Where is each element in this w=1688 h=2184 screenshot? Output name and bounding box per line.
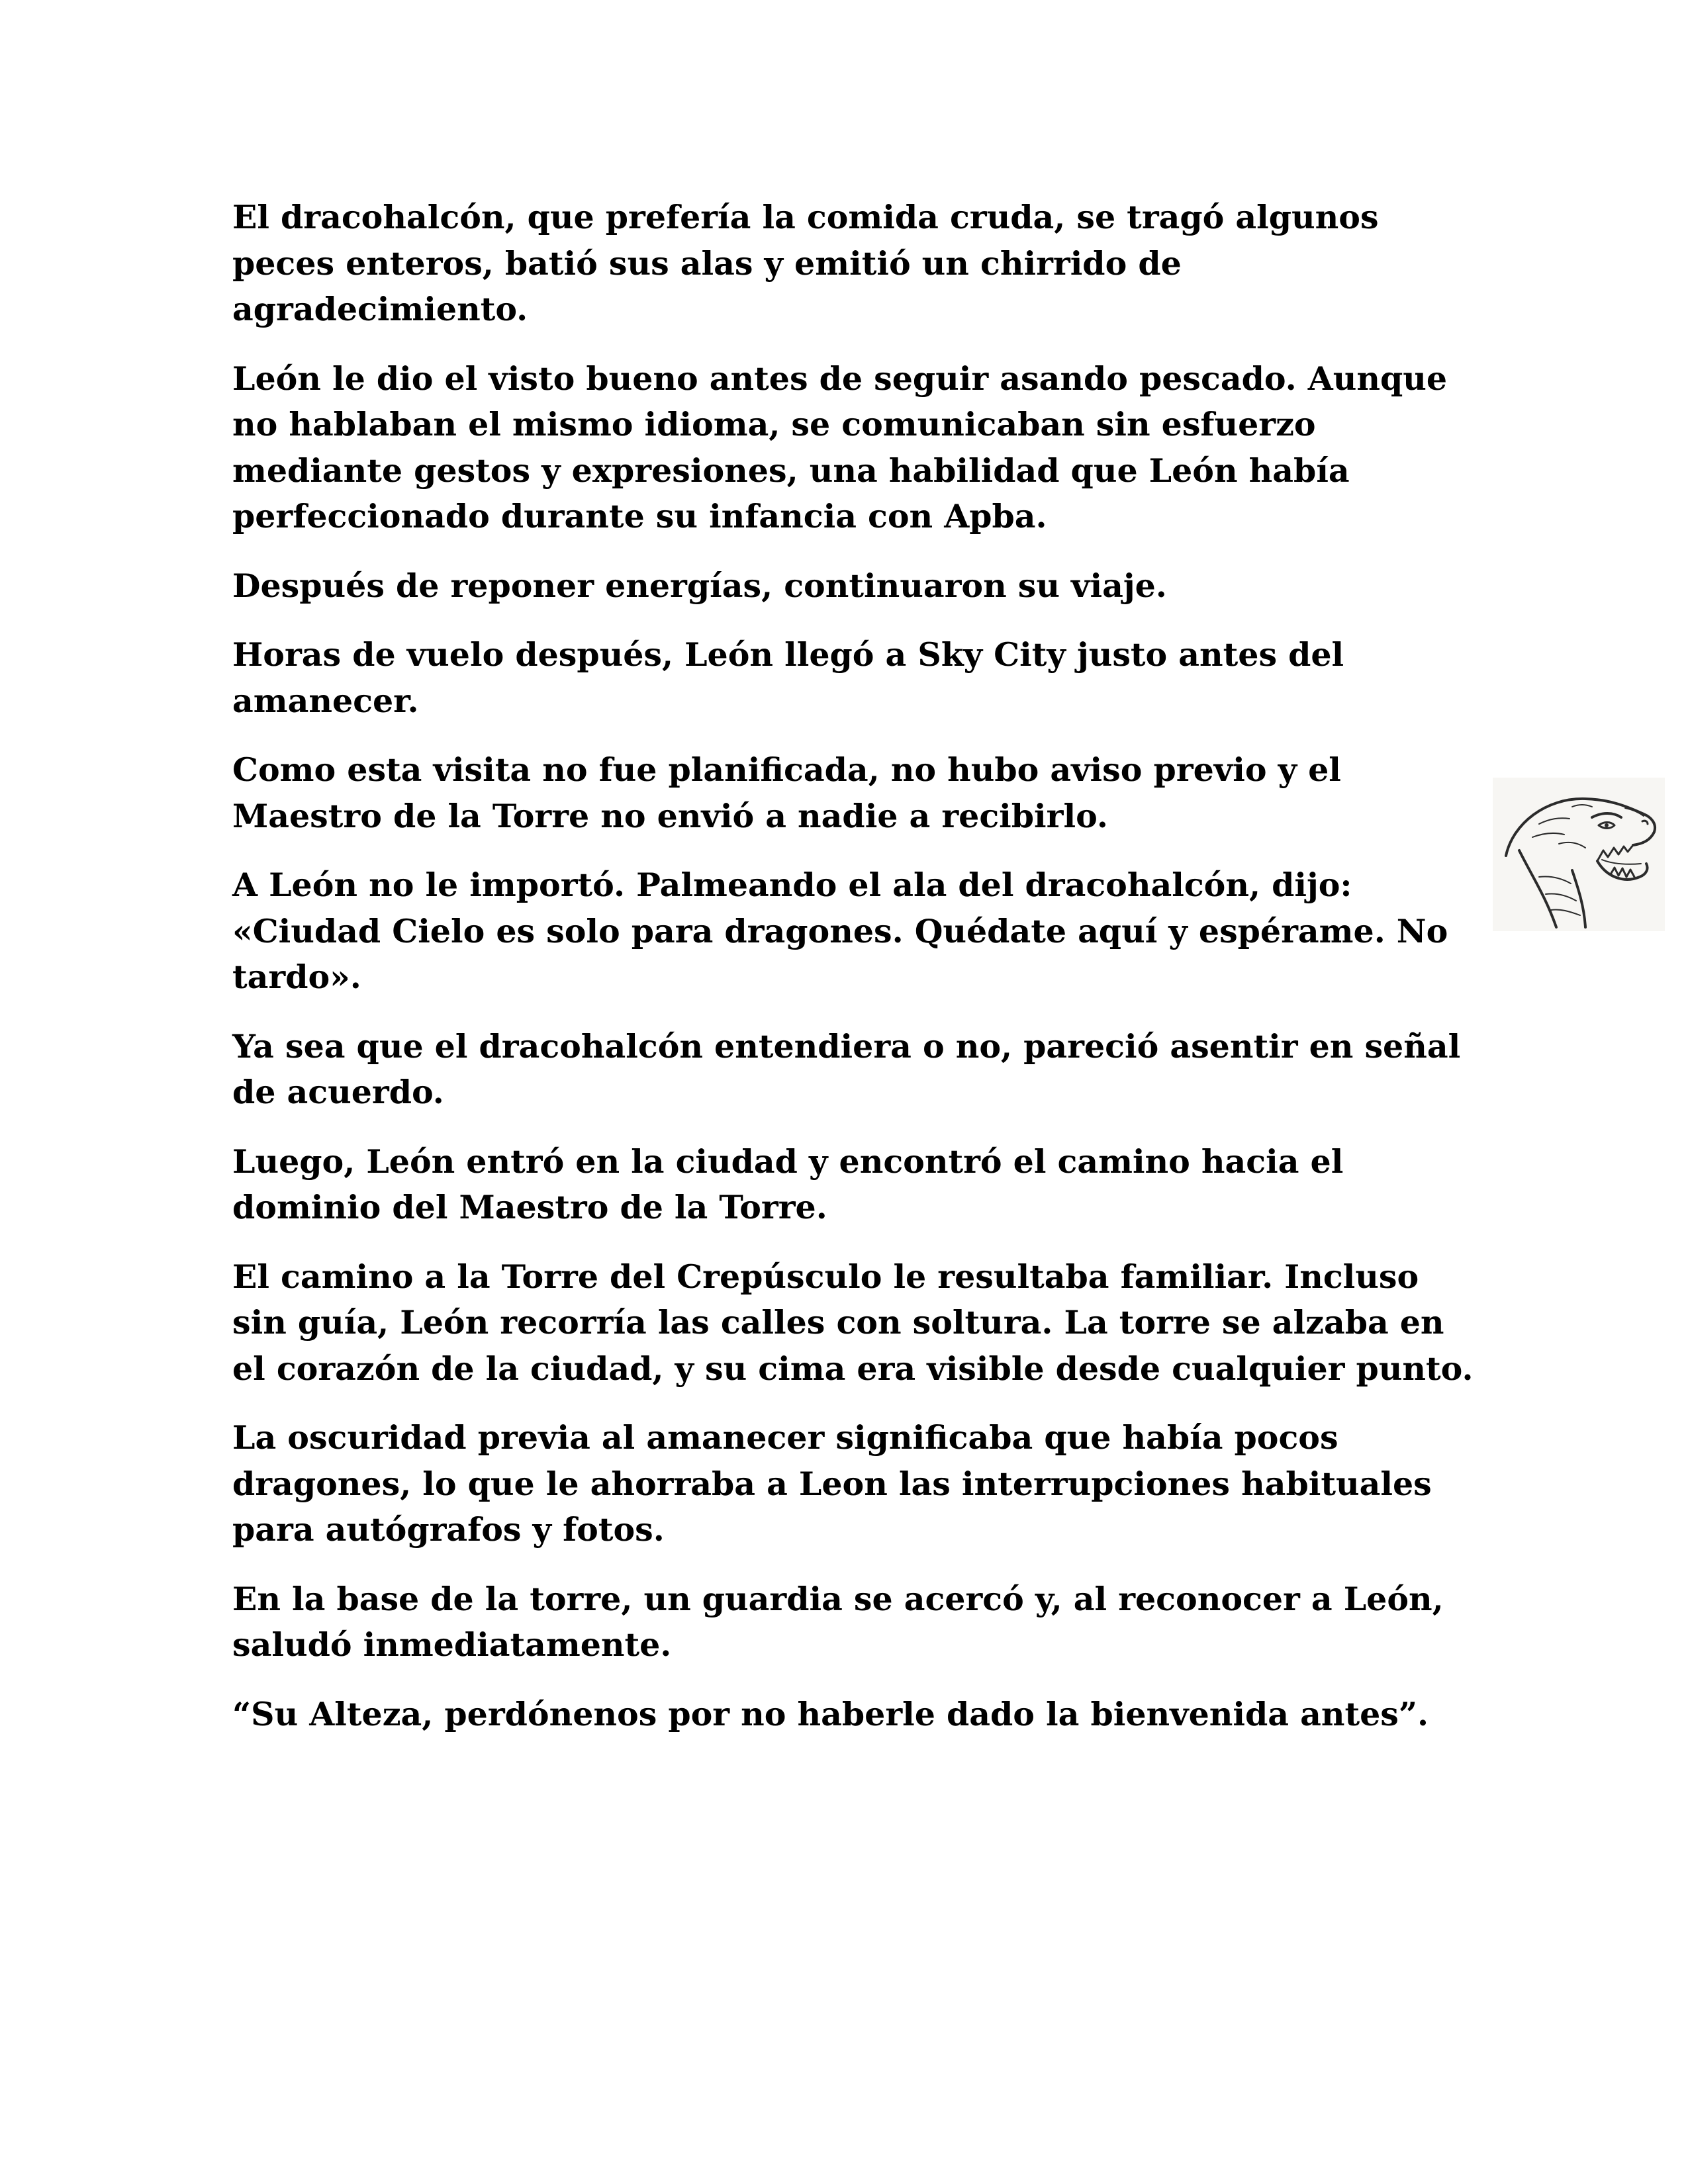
paragraph: A León no le importó. Palmeando el ala del dracohalcón, dijo: «Ciudad Cielo es solo para dragones. Quédate aquí y espérame. No tardo». <box>232 866 1448 996</box>
paragraph: Como esta visita no fue planificada, no hubo aviso previo y el Maestro de la Torre no envió a nadie a recibirlo. <box>232 751 1341 835</box>
paragraph: Después de reponer energías, continuaron su viaje. <box>232 566 1167 605</box>
body-text <box>232 195 1477 1760</box>
paragraph: Ya sea que el dracohalcón entendiera o no, pareció asentir en señal de acuerdo. <box>232 1026 1461 1111</box>
paragraph: El dracohalcón, que prefería la comida cruda, se tragó algunos peces enteros, batió sus alas y emitió un chirrido de agradecimiento. <box>232 198 1379 328</box>
paragraph: El camino a la Torre del Crepúsculo le resultaba familiar. Incluso sin guía, León recorría las calles con soltura. La torre se alzaba en el corazón de la ciudad, y su cima era visible desde cualquier punto. <box>232 1257 1474 1388</box>
paragraph: Luego, León entró en la ciudad y encontró el camino hacia el dominio del Maestro de la Torre. <box>232 1142 1344 1226</box>
paragraph: La oscuridad previa al amanecer significaba que había pocos dragones, lo que le ahorraba a Leon las interrupciones habituales para autógrafos y fotos. <box>232 1418 1432 1549</box>
paragraph: En la base de la torre, un guardia se acercó y, al reconocer a León, saludó inmediatamente. <box>232 1579 1444 1664</box>
paragraph: “Su Alteza, perdónenos por no haberle dado la bienvenida antes”. <box>232 1694 1429 1733</box>
paragraph: León le dio el visto bueno antes de seguir asando pescado. Aunque no hablaban el mismo idioma, se comunicaban sin esfuerzo mediante gestos y expresiones, una habilidad que León había perfeccionado durante su infancia con Apba. <box>232 359 1448 535</box>
paragraph: Horas de vuelo después, León llegó a Sky City justo antes del amanecer. <box>232 635 1344 720</box>
dinosaur-sketch-icon <box>1493 778 1665 931</box>
